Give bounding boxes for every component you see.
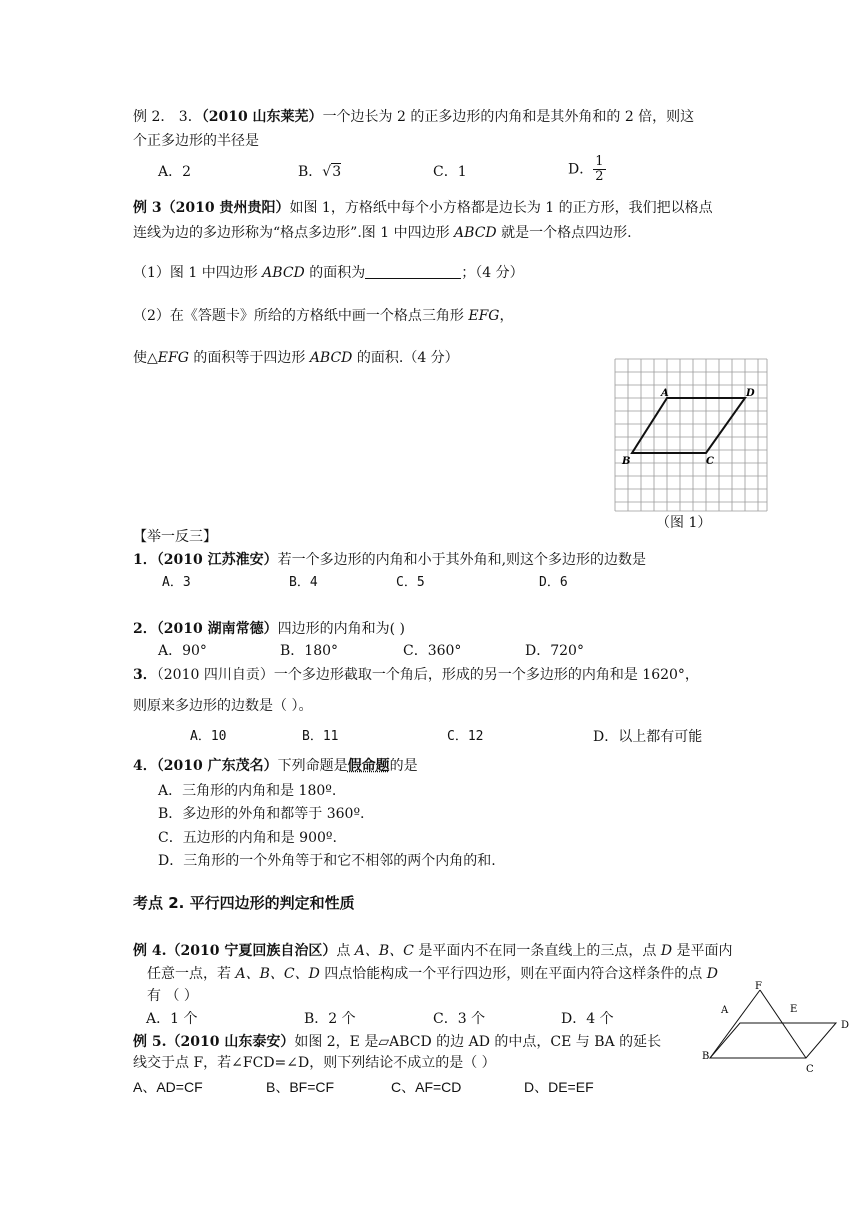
ex4-heading: 例 4.（2010 宁夏回族自治区）: [133, 943, 337, 959]
quad-name: ABCD: [309, 350, 353, 366]
ex3-text2: 连线为边的多边形称为“格点多边形”.图 1 中四边形: [133, 225, 455, 241]
section-title: 考点 2. 平行四边形的判定和性质: [133, 894, 355, 912]
line-fc: [760, 990, 806, 1058]
sqrt-radicand: 3: [332, 164, 342, 180]
ex5-opt-b: B、BF=CF: [266, 1079, 335, 1095]
practice-q4-opt-b: B．多边形的外角和都等于 360º.: [158, 806, 365, 822]
practice-q1-opt-b: B．4: [289, 575, 318, 590]
ex4-text5: 四点恰能构成一个平行四边形，则在平面内符合这样条件的点: [319, 966, 707, 982]
practice-q4-opt-c: C．五边形的内角和是 900º.: [158, 830, 337, 846]
practice-q1-opt-d: D．6: [539, 575, 568, 590]
ex4-opt-c: C．3 个: [433, 1011, 486, 1027]
ex5-opt-c: C、AF=CD: [391, 1079, 462, 1095]
q1-post: ；（4 分）: [461, 265, 524, 281]
practice-q2-opt-b: B．180°: [280, 643, 339, 659]
practice-q3-opt-c: C．12: [447, 729, 484, 744]
ex2-option-d: [568, 155, 606, 184]
q4-number: 4．: [133, 758, 157, 774]
fraction: [593, 155, 605, 184]
ex2-text: 一个边长为 2 的正多边形的内角和是其外角和的 2 倍，则这: [322, 109, 695, 125]
fig2-label-c: C: [806, 1064, 814, 1075]
q4-keyword: 假命题: [347, 758, 390, 774]
ex4-line2: [147, 964, 718, 984]
practice-q3-opt-b: B．11: [302, 729, 339, 744]
ex5-opt-a: A、AD=CF: [133, 1079, 203, 1095]
triangle-name: EFG: [468, 308, 500, 324]
practice-q3-opt-a: A．10: [190, 729, 227, 744]
q4-text-post: 的是: [389, 758, 418, 774]
figure-1-grid: [612, 356, 770, 514]
point-d: D: [706, 966, 718, 982]
ex5-text: 如图 2，E 是▱ABCD 的边 AD 的中点，CE 与 BA 的延长: [294, 1034, 662, 1050]
ex2-line1: [133, 107, 694, 127]
q3-post: 的面积.（4 分）: [352, 350, 459, 366]
practice-title: 【举一反三】: [133, 529, 217, 545]
ex5-line1: [133, 1032, 661, 1052]
q2-source: （2010 湖南常德）: [156, 621, 278, 637]
ex3-question2-line2: [133, 348, 459, 368]
label-d: D: [746, 388, 755, 399]
ex4-text4: 任意一点，若: [147, 966, 236, 982]
q2-text: （2）在《答题卡》所给的方格纸中画一个格点三角形: [133, 308, 469, 324]
practice-q1-opt-c: C．5: [396, 575, 425, 590]
ex2-option-c: C．1: [433, 164, 467, 180]
label-c: C: [706, 456, 714, 467]
ex4-opt-a: A．1 个: [146, 1011, 198, 1027]
parallelogram-abcd-fig2: [710, 1023, 836, 1058]
grid-lines: [615, 359, 767, 511]
fig2-label-d: D: [841, 1020, 850, 1031]
ex3-question2: [133, 306, 513, 326]
ex4-line1: [133, 941, 733, 961]
q1-mid: 的面积为: [304, 265, 366, 281]
practice-q4-opt-a: A．三角形的内角和是 180º.: [158, 783, 337, 799]
q2-text: 四边形的内角和为( ): [277, 621, 405, 637]
ex3-text: 如图 1，方格纸中每个小方格都是边长为 1 的正方形，我们把以格点: [289, 200, 713, 216]
label-b: B: [622, 456, 631, 467]
practice-q4-opt-d: D．三角形的一个外角等于和它不相邻的两个内角的和.: [158, 853, 496, 869]
ex2-option-a: A．2: [158, 164, 192, 180]
q3-text: 一个多边形截取一个角后，形成的另一个多边形的内角和是 1620°，: [273, 667, 699, 683]
points-abc: A、B、C: [354, 943, 414, 959]
q1-source: （2010 江苏淮安）: [156, 552, 278, 568]
answer-blank: [365, 264, 461, 279]
q1-number: 1．: [133, 552, 157, 568]
q2-post: ，: [499, 308, 514, 324]
q4-text: 下列命题是: [277, 758, 348, 774]
q3-source: （2010 四川自贡）: [156, 667, 274, 683]
practice-q2-opt-d: D．720°: [525, 643, 584, 659]
figure-1-caption: （图 1）: [656, 515, 712, 531]
ex5-line2: 线交于点 F，若∠FCD=∠D，则下列结论不成立的是（ ）: [133, 1055, 496, 1071]
ex3-text3: 就是一个格点四边形.: [496, 225, 632, 241]
triangle-name: EFG: [157, 350, 189, 366]
ex2-option-b-label: B．: [298, 164, 323, 180]
ex4-opt-d: D．4 个: [561, 1011, 614, 1027]
practice-q1: [133, 550, 646, 570]
fig2-label-b: B: [702, 1051, 710, 1062]
ex5-opt-d: D、DE=EF: [524, 1079, 594, 1095]
ex2-line2: 个正多边形的半径是: [133, 133, 259, 149]
parallelogram-abcd: [632, 398, 745, 453]
ex2-source: （2010 山东莱芜）: [201, 109, 323, 125]
q1-text: （1）图 1 中四边形: [133, 265, 263, 281]
ex5-heading: 例 5.（2010 山东泰安）: [133, 1034, 295, 1050]
fig2-label-f: F: [755, 981, 762, 992]
practice-q3: [133, 665, 699, 685]
practice-q3-line2: 则原来多边形的边数是（ ）。: [133, 698, 313, 714]
fig2-label-a: A: [721, 1005, 729, 1016]
ex3-line1: [133, 198, 713, 218]
ex3-heading: 例 3（2010 贵州贵阳）: [133, 200, 290, 216]
q3-number: 3．: [133, 667, 157, 683]
fraction-denominator: 2: [595, 169, 604, 184]
ex4-opt-b: B．2 个: [304, 1011, 356, 1027]
ex4-text2: 是平面内不在同一条直线上的三点，点: [413, 943, 661, 959]
practice-q2-opt-c: C．360°: [403, 643, 462, 659]
ex3-line2: [133, 223, 632, 243]
practice-q4: [133, 756, 418, 776]
ex2-number: 例 2． 3．: [133, 109, 202, 125]
points-abcd: A、B、C、D: [235, 966, 320, 982]
practice-q1-opt-a: A．3: [162, 575, 191, 590]
fraction-numerator: 1: [595, 154, 604, 169]
line-bf: [710, 990, 760, 1058]
practice-q3-opt-d: D．以上都有可能: [593, 729, 703, 745]
fig2-label-e: E: [790, 1004, 798, 1015]
q1-text: 若一个多边形的内角和小于其外角和,则这个多边形的边数是: [277, 552, 647, 568]
quad-name: ABCD: [262, 265, 305, 281]
practice-q2-opt-a: A．90°: [158, 643, 207, 659]
sqrt-symbol: √3: [322, 164, 342, 180]
practice-q2: [133, 619, 405, 639]
q2-number: 2．: [133, 621, 157, 637]
ex4-line3: 有 （ ）: [147, 988, 198, 1004]
ex2-option-d-label: D．: [568, 161, 594, 178]
ex4-text3: 是平面内: [672, 943, 733, 959]
q4-source: （2010 广东茂名）: [156, 758, 278, 774]
figure-2-parallelogram: [700, 978, 856, 1078]
q3-pre: 使△: [133, 350, 158, 366]
ex2-option-b: [298, 162, 341, 182]
label-a: A: [661, 388, 669, 399]
ex4-text: 点: [336, 943, 355, 959]
quad-name: ABCD: [454, 225, 497, 241]
q3-mid: 的面积等于四边形: [188, 350, 310, 366]
ex3-question1: [133, 263, 524, 283]
point-d: D: [660, 943, 673, 959]
